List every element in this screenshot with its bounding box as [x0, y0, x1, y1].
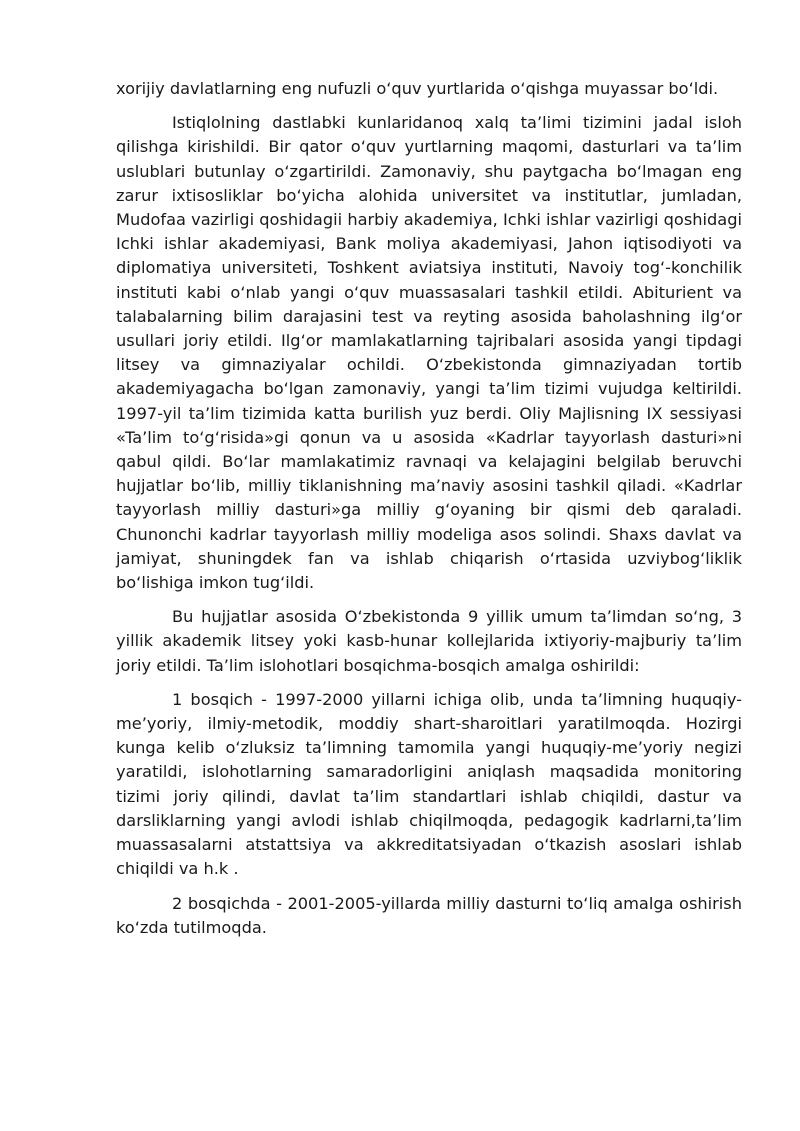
paragraph-education-system: Bu hujjatlar asosida O‘zbekistonda 9 yillik umum ta’limdan so‘ng, 3 yillik akademik litsey yoki kasb-hunar kollejlarida ixtiyoriy-majburiy ta’lim joriy etildi. Ta’lim islohotlari bosqichma-bosqich amalga oshirildi: [116, 607, 742, 675]
paragraph-independence-reforms: Istiqlolning dastlabki kunlaridanoq xalq ta’limi tizimini jadal isloh qilishga kirishildi. Bir qator o‘quv yurtlarning maqomi, dasturlari va ta’lim uslublari butunlay o‘zgartirildi. Zamonaviy, shu paytgacha bo‘lmagan eng zarur ixtisosliklar bo‘yicha alohida universitet va institutlar, jumladan, Mudofaa vazirligi qoshidagii harbiy akademiya, Ichki ishlar vazirligi qoshidagi Ichki ishlar akademiyasi, Bank moliya akademiyasi, Jahon iqtisodiyoti va diplomatiya universiteti, Toshkent aviatsiya instituti, Navoiy tog‘-konchilik instituti kabi o‘nlab yangi o‘quv muassasalari tashkil etildi. Abiturient va talabalarning bilim darajasini test va reyting asosida baholashning ilg‘or usullari joriy etildi. Ilg‘or mamlakatlarning tajribalari asosida yangi tipdagi litsey va gimnaziyalar ochildi. O‘zbekistonda gimnaziyadan tortib akademiyagacha bo‘lgan zamonaviy, yangi ta’lim tizimi vujudga keltirildi. 1997-yil ta’lim tizimida katta burilish yuz berdi. Oliy Majlisning IX sessiyasi «Ta’lim to‘g‘risida»gi qonun va u asosida «Kadrlar tayyorlash dasturi»ni qabul qildi. Bo‘lar mamlakatimiz ravnaqi va kelajagini belgilab beruvchi hujjatlar bo‘lib, milliy tiklanishning ma’naviy asosini tashkil qiladi. «Kadrlar tayyorlash milliy dasturi»ga milliy g‘oyaning bir qismi deb qaraladi. Chunonchi kadrlar tayyorlash milliy modeliga asos solindi. Shaxs davlat va jamiyat, shuningdek fan va ishlab chiqarish o‘rtasida uzviybog‘liklik bo‘lishiga imkon tug‘ildi. [116, 113, 742, 593]
document-page [116, 77, 742, 950]
paragraph-continuation: xorijiy davlatlarning eng nufuzli o‘quv yurtlarida o‘qishga muyassar bo‘ldi. [116, 79, 719, 98]
paragraph-stage-one: 1 bosqich - 1997-2000 yillarni ichiga olib, unda ta’limning huquqiy-me’yoriy, ilmiy-metodik, moddiy shart-sharoitlari yaratilmoqda. Hozirgi kunga kelib o‘zluksiz ta’limning tamomila yangi huquqiy-me’yoriy negizi yaratildi, islohotlarning samaradorligini aniqlash maqsadida monitoring tizimi joriy qilindi, davlat ta’lim standartlari ishlab chiqildi, dastur va darsliklarning yangi avlodi ishlab chiqilmoqda, pedagogik kadrlarni,ta’lim muassasalarni atstattsiya va akkreditatsiyadan o‘tkazish asoslari ishlab chiqildi va h.k . [116, 689, 742, 879]
paragraph-stage-two: 2 bosqichda - 2001-2005-yillarda milliy dasturni to‘liq amalga oshirish ko‘zda tutilmoqda. [116, 893, 742, 937]
